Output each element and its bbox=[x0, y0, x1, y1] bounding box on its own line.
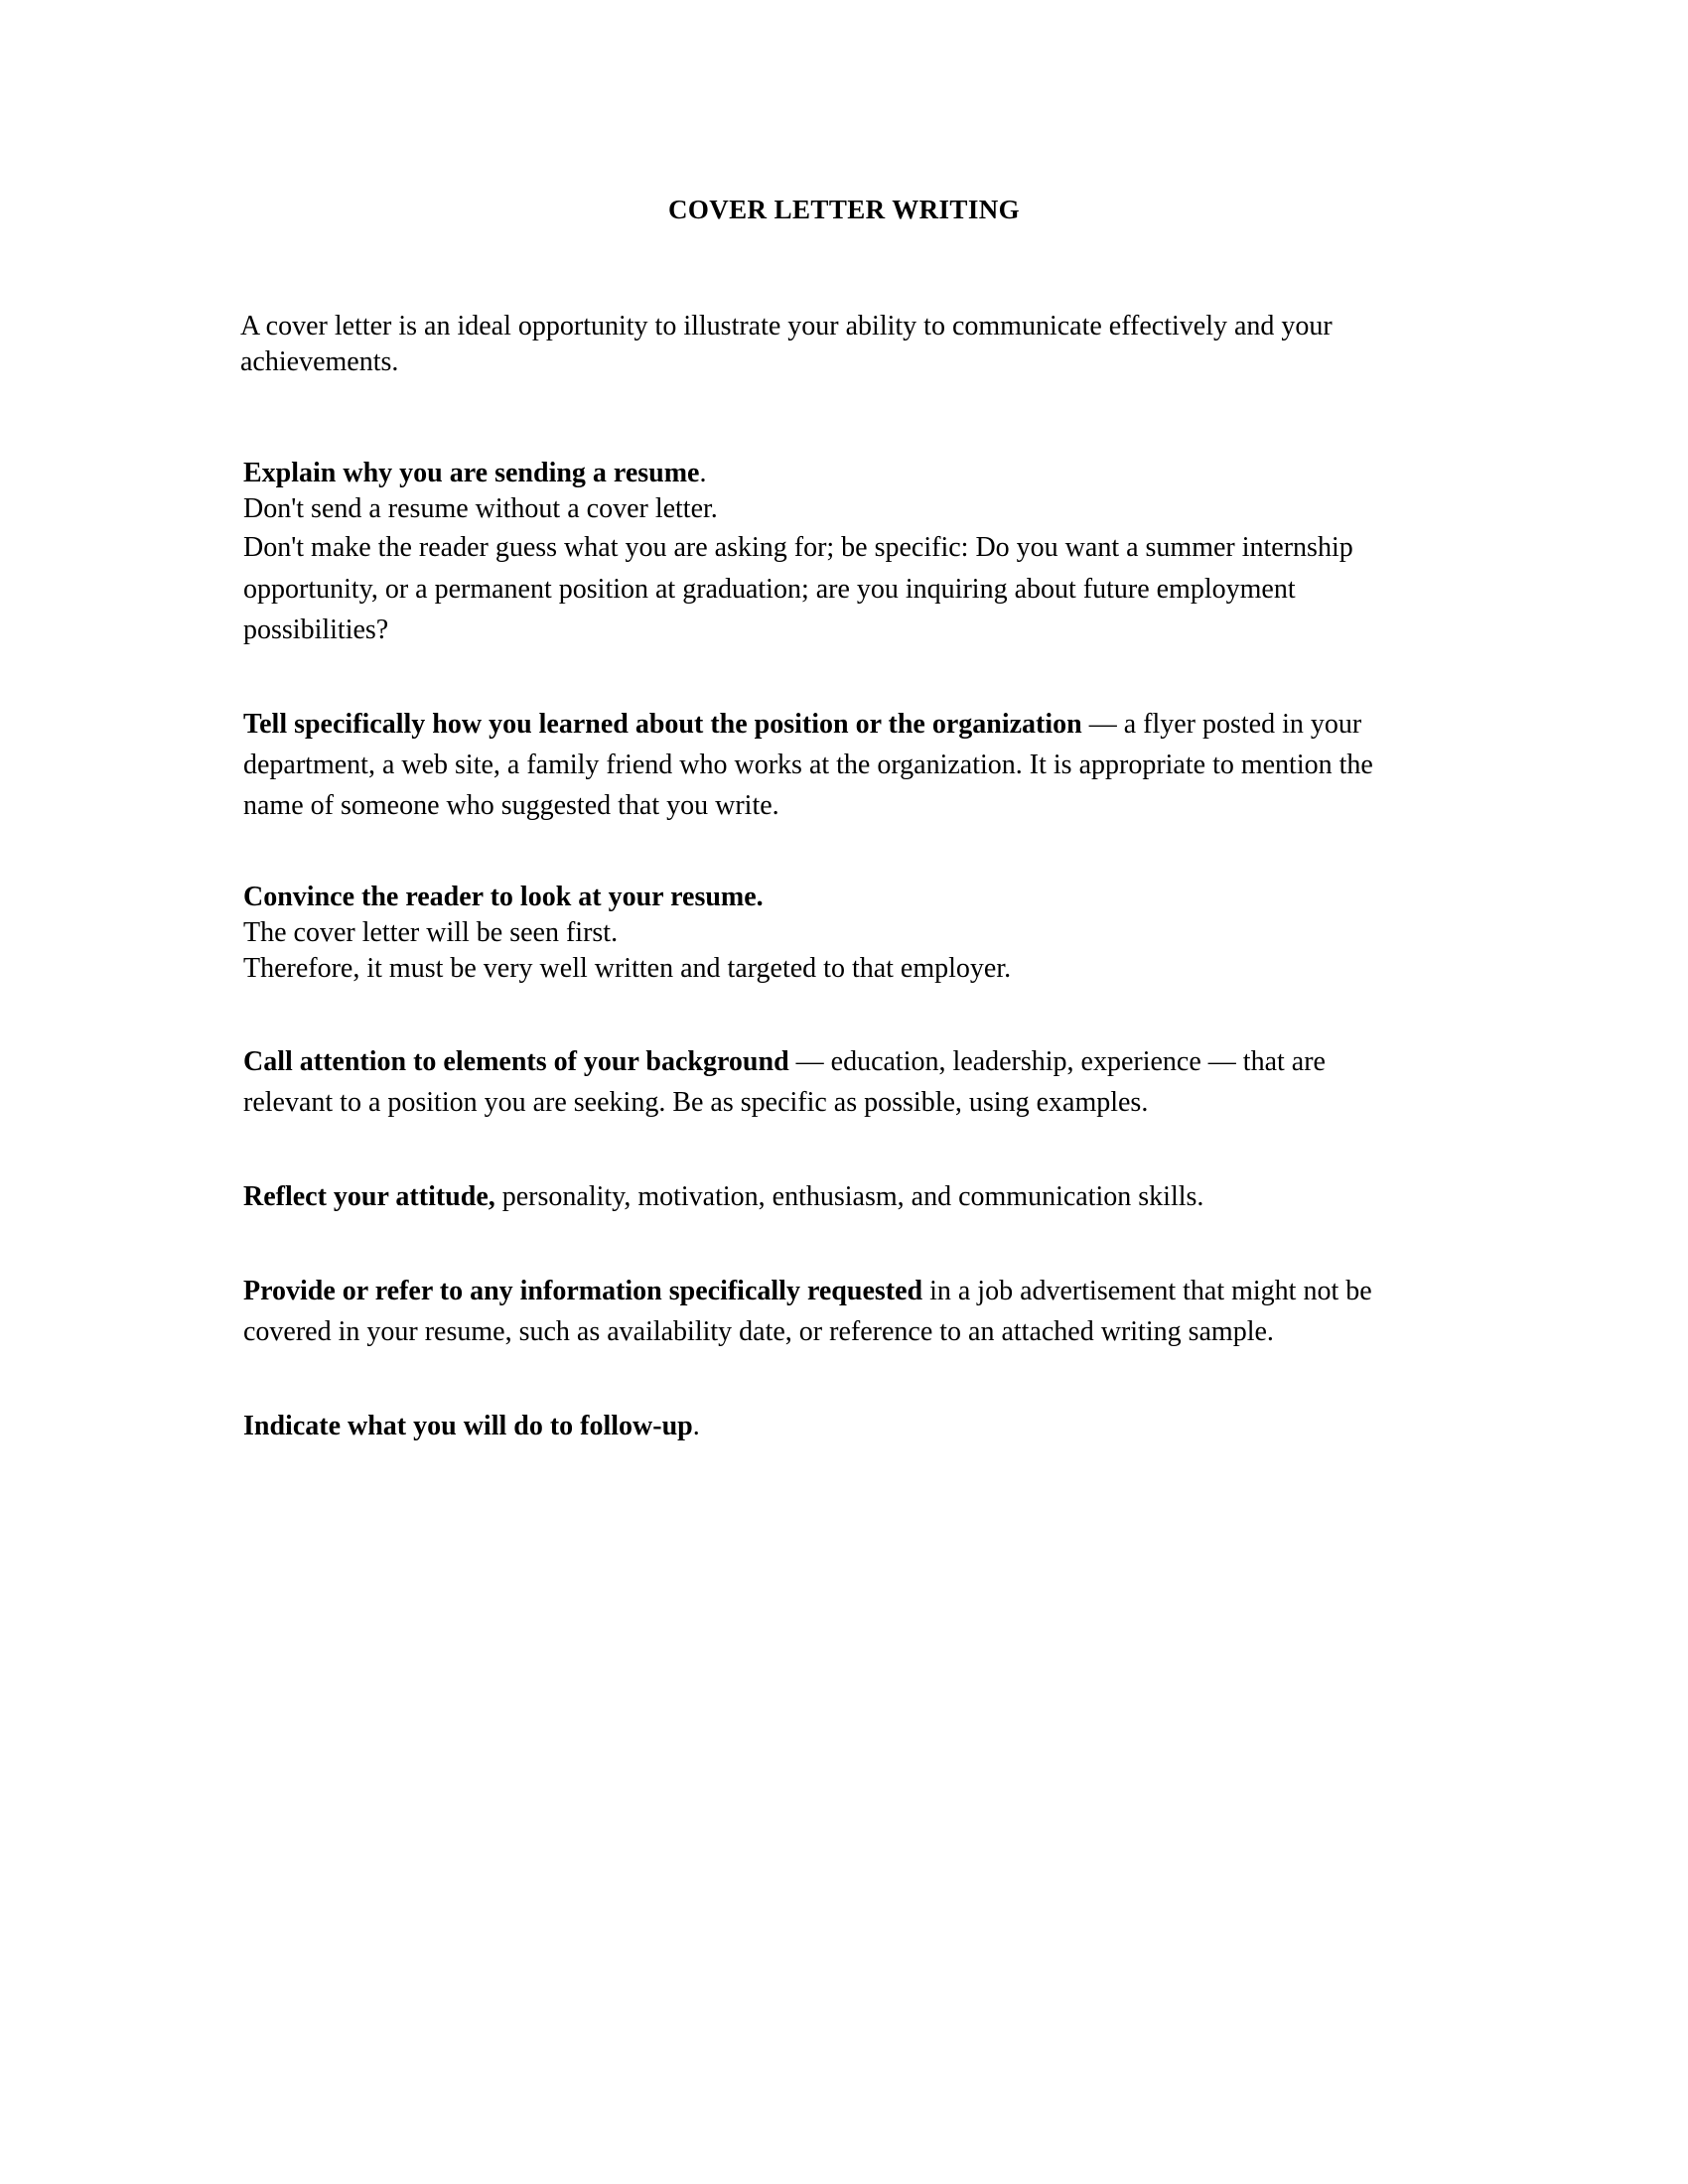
section-heading: Convince the reader to look at your resume. bbox=[243, 881, 764, 912]
section-convince-reader bbox=[243, 880, 1407, 988]
section-explain-why bbox=[243, 456, 1407, 650]
section-body-line: Therefore, it must be very well written and targeted to that employer. bbox=[243, 953, 1012, 985]
section-heading-line bbox=[243, 1271, 1407, 1352]
section-heading: Call attention to elements of your background bbox=[243, 1045, 789, 1077]
section-heading-trailing: . bbox=[692, 1410, 700, 1441]
section-tell-specifically bbox=[243, 704, 1407, 826]
intro-paragraph: A cover letter is an ideal opportunity to illustrate your ability to communicate effectively and your achievements. bbox=[240, 311, 1333, 377]
body-column bbox=[240, 380, 1407, 1446]
section-heading: Explain why you are sending a resume bbox=[243, 457, 700, 488]
section-spacer bbox=[243, 650, 1407, 704]
page-sheet bbox=[240, 0, 1448, 2184]
section-heading: Tell specifically how you learned about the position or the organization bbox=[243, 708, 1082, 740]
section-call-attention bbox=[243, 1041, 1407, 1123]
section-body-line: The cover letter will be seen first. bbox=[243, 916, 619, 948]
section-reflect-attitude bbox=[243, 1176, 1407, 1217]
section-heading-trailing: in a job advertisement that might not be covered in your resume, such as availability date, or reference to an attached writing sample. bbox=[243, 1275, 1372, 1347]
section-heading: Provide or refer to any information specifically requested bbox=[243, 1275, 923, 1306]
section-spacer bbox=[243, 1352, 1407, 1406]
section-heading-trailing: . bbox=[699, 457, 707, 488]
section-heading-line bbox=[243, 880, 1407, 915]
section-spacer bbox=[243, 1123, 1407, 1176]
section-heading-trailing: — a flyer posted in your department, a web site, a family friend who works at the organization. It is appropriate to mention the name of someone who suggested that you write. bbox=[243, 708, 1373, 821]
section-heading-line bbox=[243, 1406, 1407, 1446]
section-heading-line bbox=[243, 704, 1407, 826]
section-indicate-followup bbox=[243, 1406, 1407, 1446]
section-heading-line bbox=[243, 456, 1407, 491]
section-heading-trailing: — education, leadership, experience — that are relevant to a position you are seeking. Be as specific as possible, using examples. bbox=[243, 1045, 1326, 1118]
page-title: COVER LETTER WRITING bbox=[667, 195, 1021, 224]
section-heading-line bbox=[243, 1176, 1407, 1217]
section-spacer bbox=[243, 1217, 1407, 1271]
section-heading-line bbox=[243, 1041, 1407, 1123]
section-spacer bbox=[243, 988, 1407, 1041]
section-body-line: Don't make the reader guess what you are asking for; be specific: Do you want a summer internship opportunity, or a permanent position at graduation; are you inquiring about future employment possibilities? bbox=[243, 532, 1353, 645]
section-heading: Indicate what you will do to follow-up bbox=[243, 1410, 693, 1441]
section-provide-information bbox=[243, 1271, 1407, 1352]
section-body-line: Don't send a resume without a cover letter. bbox=[243, 493, 718, 525]
section-heading: Reflect your attitude, bbox=[243, 1180, 495, 1212]
section-heading-trailing: personality, motivation, enthusiasm, and communication skills. bbox=[494, 1180, 1204, 1212]
section-spacer bbox=[243, 826, 1407, 880]
